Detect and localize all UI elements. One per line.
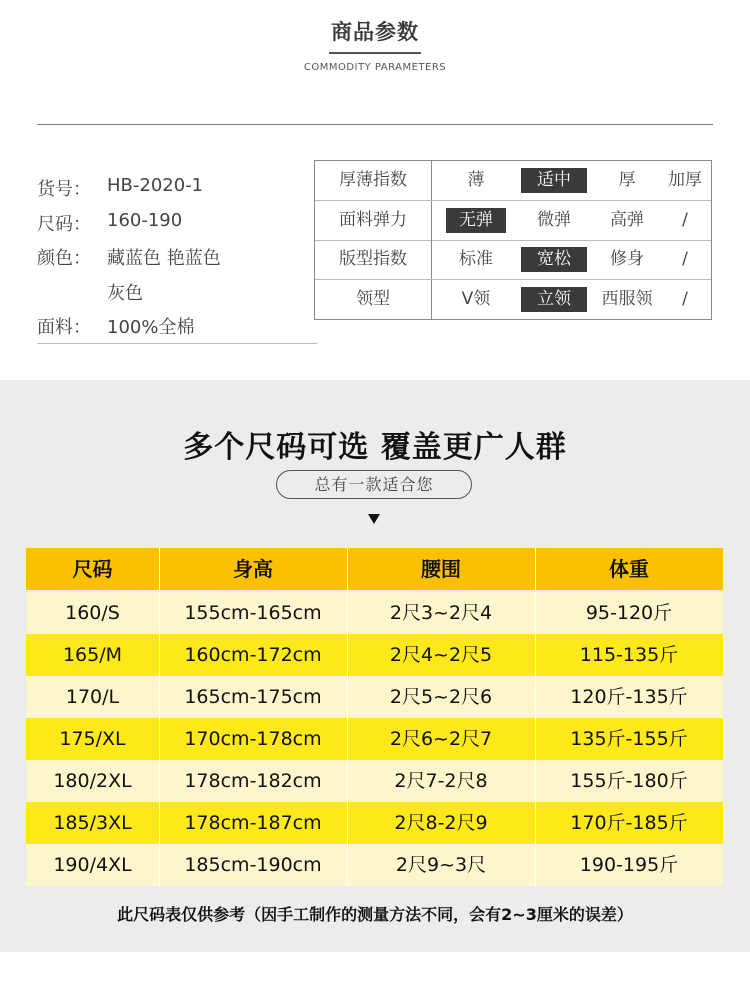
column-divider bbox=[535, 760, 536, 802]
index-option-selected: 适中 bbox=[521, 168, 587, 193]
column-divider bbox=[347, 760, 348, 802]
index-row-label: 面料弹力 bbox=[315, 201, 432, 240]
spec-item-fabric bbox=[37, 313, 267, 339]
spec-label: 尺码： bbox=[37, 214, 91, 235]
column-divider bbox=[347, 592, 348, 634]
size-table-column-header: 尺码 bbox=[72, 557, 113, 581]
column-divider bbox=[347, 802, 348, 844]
column-divider bbox=[535, 718, 536, 760]
size-table-cell: 155斤-180斤 bbox=[570, 770, 688, 792]
size-table-column-header: 身高 bbox=[233, 557, 273, 581]
size-table-cell: 2尺6~2尺7 bbox=[389, 728, 493, 750]
spec-value: 100%全棉 bbox=[107, 317, 195, 338]
index-row-label: 版型指数 bbox=[315, 240, 432, 279]
column-divider bbox=[159, 844, 160, 886]
size-table-cell: 185cm-190cm bbox=[184, 854, 322, 876]
divider bbox=[37, 343, 317, 344]
index-row-label: 领型 bbox=[315, 280, 432, 319]
column-divider bbox=[535, 592, 536, 634]
column-divider bbox=[535, 634, 536, 676]
index-row bbox=[315, 280, 711, 319]
index-option: 加厚 bbox=[668, 170, 702, 190]
size-table-row bbox=[26, 676, 723, 718]
spec-label: 颜色： bbox=[37, 248, 91, 269]
column-divider bbox=[159, 676, 160, 718]
spec-item-size bbox=[37, 210, 267, 236]
size-table-cell: 190/4XL bbox=[53, 854, 132, 876]
spec-value: 藏蓝色 艳蓝色 bbox=[107, 248, 221, 269]
size-table-cell: 2尺7-2尺8 bbox=[394, 770, 488, 792]
index-option-selected: 宽松 bbox=[521, 247, 587, 272]
spec-label: 面料： bbox=[37, 317, 91, 338]
column-divider bbox=[159, 718, 160, 760]
index-option: / bbox=[682, 288, 688, 309]
size-footnote: 此尺码表仅供参考（因手工制作的测量方法不同，会有2~3厘米的误差） bbox=[117, 905, 633, 924]
index-option: 标准 bbox=[459, 249, 493, 269]
size-table-cell: 175/XL bbox=[59, 728, 126, 750]
size-headline: 多个尺码可选 覆盖更广人群 bbox=[183, 430, 567, 465]
size-table-cell: 135斤-155斤 bbox=[570, 728, 688, 750]
size-table-cell: 2尺3~2尺4 bbox=[389, 602, 493, 624]
index-row bbox=[315, 201, 711, 241]
size-table-row bbox=[26, 802, 723, 844]
column-divider bbox=[159, 634, 160, 676]
spec-item-color bbox=[37, 244, 307, 270]
size-table-cell: 2尺4~2尺5 bbox=[389, 644, 493, 666]
column-divider bbox=[159, 592, 160, 634]
spec-value: 160-190 bbox=[107, 210, 183, 231]
size-table-row bbox=[26, 760, 723, 802]
size-table-cell: 178cm-182cm bbox=[184, 770, 322, 792]
index-option: 微弹 bbox=[537, 209, 571, 230]
size-table-cell: 165/M bbox=[62, 644, 123, 666]
index-option: / bbox=[682, 209, 688, 230]
size-table-cell: 95-120斤 bbox=[585, 602, 673, 624]
size-table-cell: 170cm-178cm bbox=[184, 728, 322, 750]
size-table-row bbox=[26, 718, 723, 760]
spec-label bbox=[37, 279, 107, 305]
size-table-column-header: 腰围 bbox=[421, 557, 461, 581]
column-divider bbox=[535, 548, 536, 590]
size-table-cell: 155cm-165cm bbox=[184, 602, 322, 624]
size-table-row bbox=[26, 844, 723, 886]
size-table-cell: 170/L bbox=[65, 686, 120, 708]
column-divider bbox=[159, 548, 160, 590]
column-divider bbox=[159, 760, 160, 802]
index-row bbox=[315, 240, 711, 280]
divider bbox=[37, 124, 713, 125]
size-table-cell: 2尺5~2尺6 bbox=[389, 686, 493, 708]
index-option: V领 bbox=[461, 288, 491, 309]
spec-label: 货号： bbox=[37, 179, 91, 200]
size-table-cell: 178cm-187cm bbox=[184, 812, 322, 834]
size-table-cell: 190-195斤 bbox=[579, 854, 679, 876]
size-table-cell: 170斤-185斤 bbox=[570, 812, 688, 834]
column-divider bbox=[535, 676, 536, 718]
size-table-cell: 2尺8-2尺9 bbox=[394, 812, 488, 834]
tagline-pill: 总有一款适合您 bbox=[276, 470, 472, 499]
size-table-cell: 160cm-172cm bbox=[184, 644, 322, 666]
spec-item-item-no bbox=[37, 175, 267, 201]
title-underline bbox=[329, 52, 421, 54]
size-table-cell: 120斤-135斤 bbox=[570, 686, 688, 708]
size-table-header bbox=[26, 548, 723, 590]
index-option-selected: 无弹 bbox=[446, 208, 506, 233]
column-divider bbox=[535, 844, 536, 886]
size-table-cell: 160/S bbox=[65, 602, 120, 624]
column-divider bbox=[347, 844, 348, 886]
index-row bbox=[315, 161, 711, 201]
section-title: 商品参数 bbox=[331, 20, 419, 44]
size-table-cell: 185/3XL bbox=[53, 812, 132, 834]
index-option-selected: 立领 bbox=[521, 287, 587, 312]
size-table-row bbox=[26, 592, 723, 634]
column-divider bbox=[347, 718, 348, 760]
size-table-column-header: 体重 bbox=[609, 557, 649, 581]
size-table-cell: 2尺9~3尺 bbox=[395, 854, 487, 876]
column-divider bbox=[159, 802, 160, 844]
index-option: 西服领 bbox=[601, 288, 653, 309]
column-divider bbox=[347, 676, 348, 718]
spec-value: HB-2020-1 bbox=[107, 175, 204, 196]
size-table-cell: 165cm-175cm bbox=[184, 686, 322, 708]
index-row-label: 厚薄指数 bbox=[315, 161, 432, 200]
index-option: 薄 bbox=[467, 170, 485, 190]
size-table-row bbox=[26, 634, 723, 676]
spec-value: 灰色 bbox=[107, 283, 143, 304]
size-table-cell: 115-135斤 bbox=[579, 644, 679, 666]
column-divider bbox=[347, 634, 348, 676]
spec-item-color-extra bbox=[37, 279, 267, 305]
size-table-cell: 180/2XL bbox=[53, 770, 132, 792]
index-option: / bbox=[682, 249, 688, 269]
index-option: 修身 bbox=[610, 249, 644, 269]
index-option: 高弹 bbox=[610, 209, 644, 230]
column-divider bbox=[347, 548, 348, 590]
column-divider bbox=[535, 802, 536, 844]
section-subtitle: COMMODITY PARAMETERS bbox=[303, 62, 447, 73]
down-arrow-icon bbox=[368, 514, 380, 524]
index-option: 厚 bbox=[618, 170, 636, 190]
attribute-index-table bbox=[314, 160, 712, 320]
